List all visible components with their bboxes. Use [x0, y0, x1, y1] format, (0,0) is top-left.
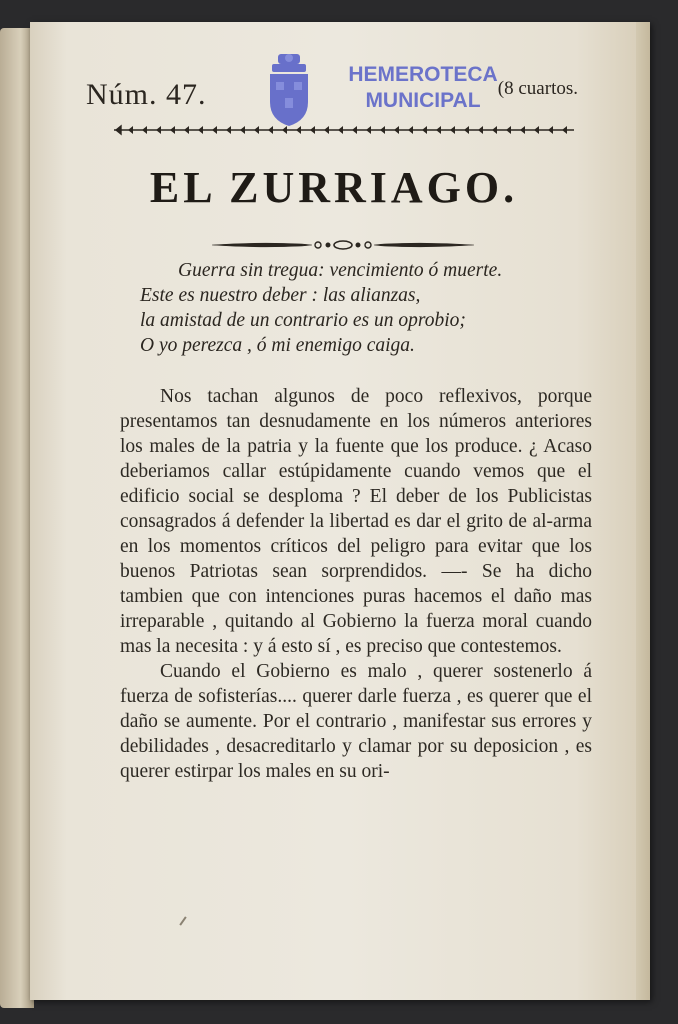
verse-line: Guerra sin tregua: vencimiento ó muerte. [178, 260, 503, 281]
library-stamp [338, 62, 508, 114]
price-label [498, 78, 578, 100]
newspaper-title: EL ZURRIAGO. [149, 163, 519, 212]
price-bracket: ( [497, 78, 505, 99]
verse-line: Este es nuestro deber : las alianzas, [140, 285, 421, 306]
stamp-line-2: MUNICIPAL [365, 89, 481, 112]
title-ornament-rule [212, 238, 474, 252]
page-edge [636, 22, 650, 1000]
article-paragraph: Nos tachan algunos de poco reflexivos, porque presentamos tan desnudamente en los números anteriores los males de la patria y la fuente que los produce. ¿ Acaso deberiamos callar estúpidamente cuando vemos que el edificio social se desploma ? El deber de los Publicistas consagrados á defender la libertad es dar el grito de al-arma en los momentos críticos del peligro para evitar que los buenos Patriotas sean sorprendidos. —- Se ha dicho tambien que con intenciones puras hacemos el daño mas irreparable , quitando al Gobierno la fuerza moral cuando mas la necesita : y á esto sí , es preciso que contestemos. [120, 386, 592, 657]
price-value: 8 cuartos. [504, 78, 578, 99]
verse-line: O yo perezca , ó mi enemigo caiga. [140, 335, 415, 356]
library-seal-icon [266, 52, 312, 128]
epigraph-verse [140, 258, 590, 358]
masthead-header [86, 63, 582, 122]
article-paragraph: Cuando el Gobierno es malo , querer sostenerlo á fuerza de sofisterías.... querer darle fuerza , es querer que el daño se aumente. Por el contrario , manifestar sus errores y debilidades , desacreditarlo y clamar por su deposicion , es querer estirpar los males en su ori- [120, 661, 592, 782]
article-body [120, 384, 592, 784]
ornamental-border [114, 124, 574, 136]
stamp-line-1: HEMEROTECA [348, 63, 498, 86]
verse-line: la amistad de un contrario es un oprobio; [140, 310, 466, 331]
issue-number: Núm. 47. [86, 78, 207, 111]
facing-page-edge [0, 28, 34, 1008]
